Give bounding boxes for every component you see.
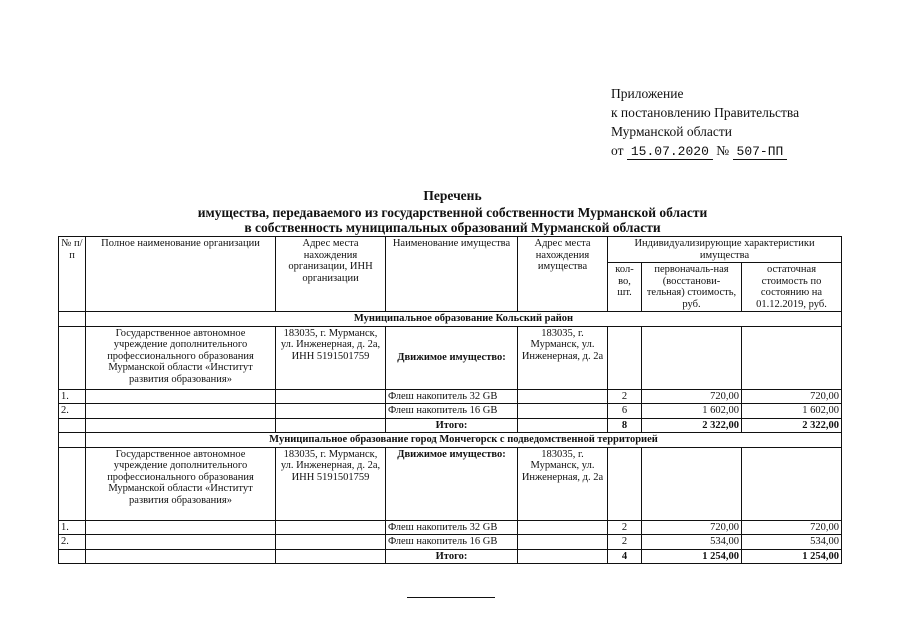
org-name: Государственное автономное учреждение дополнительного профессионального образования Мурманской области «Институт развития образования» bbox=[86, 326, 276, 389]
item-name: Флеш накопитель 32 GB bbox=[386, 389, 518, 404]
property-address: 183035, г. Мурманск, ул. Инженерная, д. 2а bbox=[518, 326, 608, 389]
item-name: Флеш накопитель 32 GB bbox=[386, 520, 518, 535]
property-address: 183035, г. Мурманск, ул. Инженерная, д. 2а bbox=[518, 447, 608, 520]
table-row bbox=[59, 535, 842, 550]
appendix-number: 507-ПП bbox=[733, 145, 788, 160]
total-row bbox=[59, 549, 842, 564]
section-name: Муниципальное образование город Мончегорск с подведомственной территорией bbox=[86, 433, 842, 448]
item-initial: 720,00 bbox=[642, 389, 742, 404]
item-name: Флеш накопитель 16 GB bbox=[386, 404, 518, 419]
item-initial: 534,00 bbox=[642, 535, 742, 550]
header-org: Полное наименование организации bbox=[86, 237, 276, 312]
item-residual: 720,00 bbox=[742, 389, 842, 404]
title-line-2: имущества, передаваемого из государственной собственности Мурманской области bbox=[197, 205, 708, 220]
header-num: № п/п bbox=[59, 237, 86, 312]
item-initial: 1 602,00 bbox=[642, 404, 742, 419]
item-residual: 1 602,00 bbox=[742, 404, 842, 419]
item-num: 1. bbox=[59, 389, 86, 404]
property-label: Движимое имущество: bbox=[386, 326, 518, 389]
total-label: Итого: bbox=[386, 418, 518, 433]
item-qty: 2 bbox=[608, 389, 642, 404]
item-num: 2. bbox=[59, 404, 86, 419]
table-row bbox=[59, 520, 842, 535]
footer-rule bbox=[407, 597, 495, 598]
appendix-line-2: к постановлению Правительства bbox=[611, 105, 800, 120]
total-residual: 1 254,00 bbox=[742, 549, 842, 564]
appendix-line-1: Приложение bbox=[611, 86, 684, 101]
section-name: Муниципальное образование Кольский район bbox=[86, 312, 842, 327]
title-line-3: в собственность муниципальных образований Мурманской области bbox=[244, 220, 661, 235]
item-residual: 720,00 bbox=[742, 520, 842, 535]
header-qty: кол-во, шт. bbox=[608, 263, 642, 312]
property-label: Движимое имущество: bbox=[386, 447, 518, 520]
section-row bbox=[59, 433, 842, 448]
total-row bbox=[59, 418, 842, 433]
total-initial: 1 254,00 bbox=[642, 549, 742, 564]
total-qty: 4 bbox=[608, 549, 642, 564]
date-prefix: от bbox=[611, 143, 624, 158]
header-address: Адрес места нахождения организации, ИНН организации bbox=[276, 237, 386, 312]
header-property: Наименование имущества bbox=[386, 237, 518, 312]
header-initial-cost: первоначаль-ная (восстанови-тельная) стоимость, руб. bbox=[642, 263, 742, 312]
header-characteristics: Индивидуализирующие характеристики имущества bbox=[608, 237, 842, 263]
item-num: 1. bbox=[59, 520, 86, 535]
total-label: Итого: bbox=[386, 549, 518, 564]
total-initial: 2 322,00 bbox=[642, 418, 742, 433]
item-initial: 720,00 bbox=[642, 520, 742, 535]
total-qty: 8 bbox=[608, 418, 642, 433]
table-row bbox=[59, 389, 842, 404]
appendix-block bbox=[611, 84, 799, 160]
section-row bbox=[59, 312, 842, 327]
total-residual: 2 322,00 bbox=[742, 418, 842, 433]
number-sign: № bbox=[716, 143, 730, 158]
item-residual: 534,00 bbox=[742, 535, 842, 550]
header-row-1 bbox=[59, 237, 842, 263]
header-prop-address: Адрес места нахождения имущества bbox=[518, 237, 608, 312]
item-qty: 2 bbox=[608, 535, 642, 550]
org-address: 183035, г. Мурманск, ул. Инженерная, д. 2а, ИНН 5191501759 bbox=[276, 447, 386, 520]
org-row bbox=[59, 447, 842, 520]
org-address: 183035, г. Мурманск, ул. Инженерная, д. 2а, ИНН 5191501759 bbox=[276, 326, 386, 389]
item-qty: 2 bbox=[608, 520, 642, 535]
org-row bbox=[59, 326, 842, 389]
header-residual-cost: остаточная стоимость по состоянию на 01.12.2019, руб. bbox=[742, 263, 842, 312]
table-row bbox=[59, 404, 842, 419]
property-table bbox=[58, 236, 842, 564]
appendix-line-3: Мурманской области bbox=[611, 124, 732, 139]
title-line-1: Перечень bbox=[423, 188, 482, 203]
appendix-date: 15.07.2020 bbox=[627, 145, 713, 160]
org-name: Государственное автономное учреждение дополнительного профессионального образования Мурманской области «Институт развития образования» bbox=[86, 447, 276, 520]
item-num: 2. bbox=[59, 535, 86, 550]
appendix-date-line bbox=[611, 141, 799, 160]
item-name: Флеш накопитель 16 GB bbox=[386, 535, 518, 550]
item-qty: 6 bbox=[608, 404, 642, 419]
